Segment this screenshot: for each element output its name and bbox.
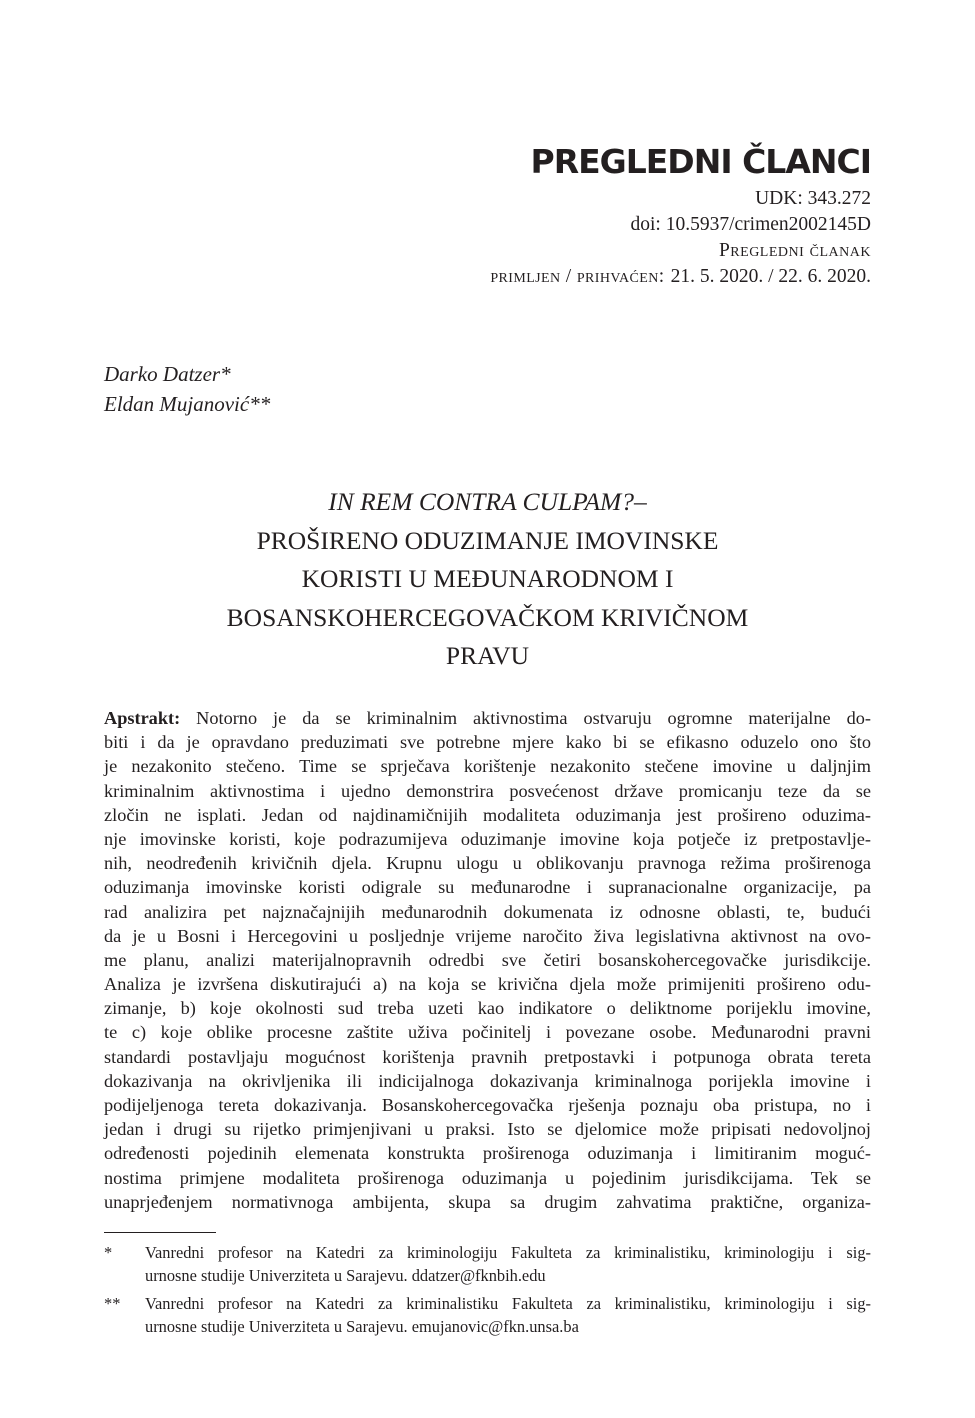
author: Eldan Mujanović** — [104, 392, 271, 416]
title-line: BOSANSKOHERCEGOVAČKOM KRIVIČNOM — [226, 602, 749, 632]
footnote-mark[interactable]: * — [220, 362, 231, 386]
abstract-line: rad analizira pet najznačajnijih međunarodnih dokumenata iz odnosne oblasti, te, budući — [104, 901, 871, 922]
footnote-line: urnosne studije Univerziteta u Sarajevu. ddatzer@fknbih.edu — [145, 1265, 546, 1285]
abstract-line: biti i da je opravdano preduzimati sve potrebne mjere kako bi se efikasno oduzelo ono što — [104, 732, 871, 753]
doi[interactable]: doi: 10.5937/crimen2002145D — [630, 214, 871, 235]
author-list — [104, 359, 270, 419]
abstract-line: je nezakonito stečeno. Time se sprječava korištenje nezakonito stečene imovine u daljnjim — [104, 756, 871, 777]
section-heading: PREGLEDNI ČLANCI — [530, 142, 871, 181]
abstract-line: oduzimanja imovinske koristi odigrale su međunarodne i supranacionalne organizacije, pa — [104, 877, 871, 898]
abstract-line: dokazivanja na okrivljenika ili indicijalnoga dokazivanja kriminalnoga porijekla imovine i — [104, 1070, 871, 1091]
abstract-line: podijeljenoga tereta dokazivanja. Bosanskohercegovačka rješenja poznaju oba pristupa, no i — [104, 1095, 871, 1115]
footnote — [104, 1293, 871, 1338]
abstract-line: te c) koje oblike procesne zaštite uživa počinitelj i povezane osobe. Međunarodni pravni — [104, 1022, 871, 1043]
footnote-line: Vanredni profesor na Katedri za kriminalistiku Fakulteta za kriminalistiku, kriminologiju i sig- — [145, 1294, 871, 1313]
abstract — [104, 706, 871, 1214]
abstract-line: kriminalnim aktivnostima i ujedno demonstrira posvećenost države promicanju teze da se — [104, 780, 871, 801]
author: Darko Datzer* — [104, 362, 231, 386]
abstract-line: nih, neodređenih krivičnih djela. Krupnu ulogu u oblikovanju pravnoga režima proširenoga — [104, 853, 871, 874]
footnote-mark: ** — [104, 1294, 121, 1313]
title-line: PRAVU — [445, 641, 530, 670]
abstract-line: nostima primjene modaliteta proširenoga oduzimanja u pojedinim jurisdikcijama. Tek se — [104, 1167, 871, 1188]
footnote — [104, 1242, 871, 1287]
article-metadata — [490, 186, 871, 290]
abstract-line: me planu, analizi materijalnopravnih odredbi sve četiri bosanskohercegovačke jurisdikcije. — [104, 949, 871, 970]
abstract-line: standardi postavljaju mogućnost korištenja pravnih pretpostavki i potpunoga obrata tereta — [104, 1046, 871, 1067]
abstract-line: nje imovinske koristi, koje podrazumijeva oduzimanje imovine koja potječe iz pretpostavlje- — [104, 828, 871, 849]
received-accepted-dates — [490, 264, 871, 290]
title-line: KORISTI U MEĐUNARODNOM I — [301, 564, 674, 593]
footnote-line: urnosne studije Univerziteta u Sarajevu. emujanovic@fkn.unsa.ba — [145, 1316, 579, 1336]
footnote-mark[interactable]: ** — [249, 392, 271, 416]
footnote-mark: * — [104, 1243, 113, 1262]
abstract-line: zločin ne isplati. Jedan od najdinamičnijih modaliteta oduzimanja jest prošireno oduzima- — [104, 804, 871, 825]
title-line: PROŠIRENO ODUZIMANJE IMOVINSKE — [256, 525, 719, 555]
udk-code: UDK: 343.272 — [755, 188, 871, 209]
footnotes — [104, 1242, 871, 1344]
footnote-divider — [104, 1232, 216, 1233]
abstract-line: Analiza je izvršena diskutirajući a) na koja se krivična djela može primijeniti prošireno odu- — [104, 974, 871, 995]
dates-value: 21. 5. 2020. / 22. 6. 2020. — [670, 266, 871, 287]
article-type: Pregledni članak — [718, 240, 871, 261]
article-title — [104, 483, 871, 676]
abstract-line: Apstrakt: Notorno je da se kriminalnim aktivnostima ostvaruju ogromne materijalne do- — [104, 708, 871, 728]
abstract-label: Apstrakt: — [104, 708, 181, 728]
abstract-line: unaprjeđenjem normativnoga ambijenta, skupa sa drugim zahvatima praktične, organiza- — [104, 1191, 871, 1212]
abstract-line: da je u Bosni i Hercegovini u posljednje vrijeme naročito živa legislativna aktivnost na ovo- — [104, 925, 871, 946]
dates-label: primljen / prihvaćen: — [490, 266, 665, 287]
abstract-line: jedan i drugi su rijetko primjenjivani u praksi. Isto se djelomice može pripisati nedovoljnoj — [104, 1119, 871, 1140]
footnote-line: Vanredni profesor na Katedri za kriminologiju Fakulteta za kriminalistiku, kriminologiju i sig- — [145, 1243, 871, 1262]
title-line: IN REM CONTRA CULPAM?– — [328, 487, 647, 516]
abstract-line: zimanje, b) koje okolnosti sud treba uzeti kao indikatore o deliktnome porijeklu imovine, — [104, 998, 871, 1019]
abstract-line: određenosti pojedinih elemenata konstrukta proširenoga oduzimanja i limitiranim moguć- — [104, 1143, 871, 1164]
